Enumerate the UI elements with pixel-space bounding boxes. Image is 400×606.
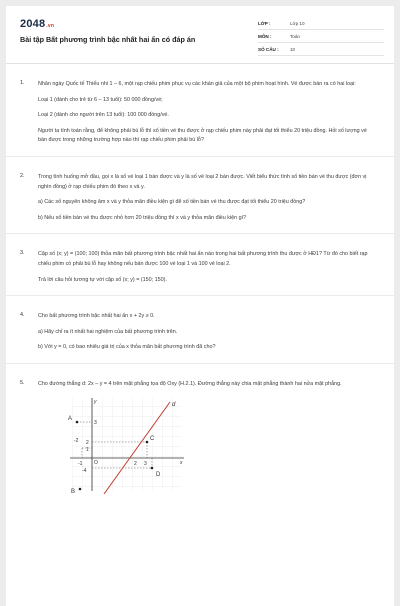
page-header [6, 6, 394, 64]
divider [6, 156, 394, 157]
document-page [6, 6, 394, 606]
question-text: b) Nếu số tiền bán vé thu được nhỏ hơn 20 triệu đồng thì x và y thỏa mãn điều kiện gì? [38, 214, 247, 221]
coordinate-graph [52, 396, 192, 496]
tick-label: 2 [134, 460, 137, 467]
point-d [151, 466, 154, 469]
point-label-b: B [71, 488, 76, 495]
question-number: 2. [20, 172, 25, 179]
point-label-d: D [156, 471, 161, 478]
question-number: 1. [20, 80, 25, 86]
question-text: Trả lời câu hỏi tương tự với cặp số (x; y) = (150; 150). [38, 276, 167, 283]
question-text: Loại 2 (dành cho người trên 13 tuổi): 100 000 đồng/vé. [38, 112, 169, 119]
question-text: a) Các số nguyên không âm x và y thỏa mãn điều kiện gì để số tiền bán vé thu được đạt tối thiểu 20 triệu đồng? [38, 199, 306, 206]
question-4 [6, 312, 394, 353]
logo-text: 2048 [20, 18, 46, 30]
meta-value: Lớp 10 [290, 21, 305, 26]
meta-value: Toán [290, 34, 300, 39]
tick-label: 3 [94, 419, 97, 426]
tick-label: -4 [82, 467, 87, 474]
point-label-c: C [150, 435, 155, 442]
question-number: 5. [20, 379, 25, 386]
questions-list [6, 80, 394, 496]
question-number: 4. [20, 312, 25, 319]
question-text: b) Với y = 0, có bao nhiêu giá trị của x thỏa mãn bất phương trình đã cho? [38, 344, 216, 351]
logo-domain: .vn [46, 23, 55, 29]
page-title: Bài tập Bất phương trình bậc nhất hai ẩn có đáp án [20, 35, 196, 44]
x-axis-label: x [180, 459, 183, 466]
question-3 [6, 250, 394, 285]
point-b [79, 487, 82, 490]
question-text: Cho bất phương trình bậc nhất hai ẩn x + 2y ≥ 0. [38, 313, 155, 320]
question-text: a) Hãy chỉ ra ít nhất hai nghiệm của bất phương trình trên. [38, 328, 178, 335]
tick-label: 3 [144, 460, 147, 467]
question-1 [6, 80, 394, 146]
divider [6, 233, 394, 234]
question-2 [6, 173, 394, 223]
tick-label: 1 [86, 446, 89, 453]
question-text: Loại 1 (dành cho trẻ từ 6 – 13 tuổi): 50 000 đồng/vé; [38, 96, 163, 103]
point-label-a: A [68, 415, 73, 422]
meta-row-count [258, 44, 384, 56]
y-axis-label: y [94, 398, 97, 405]
line-label: d [172, 401, 176, 408]
tick-label: -2 [74, 437, 79, 444]
question-text: Cho đường thẳng d: 2x – y = 4 trên mặt phẳng tọa độ Oxy (H.2.1). Đường thẳng này chia mặt phẳng thành hai nửa mặt phẳng. [38, 380, 342, 387]
question-text: Người ta tính toán rằng, để không phải bù lỗ thì số tiền vé thu được ở rạp chiếu phim này phải đạt tối thiểu 20 triệu đồng. Hỏi số lượng vé bán được trong những trường hợp nào thì rạp chiếu phim phải bù lỗ? [38, 127, 367, 144]
origin-label: O [94, 459, 98, 466]
question-5 [6, 380, 394, 496]
meta-label: LỚP : [258, 21, 271, 26]
meta-value: 10 [290, 47, 296, 52]
question-text: Cặp số (x; y) = (100; 100) thỏa mãn bất phương trình bậc nhất hai ẩn nào trong hai bất phương trình thu được ở HĐ1? Từ đó cho biết rạp chiếu phim có phải bù lỗ hay không nếu bán được 100 vé loại 1 và 100 vé loại 2. [38, 251, 368, 267]
question-text: Nhân ngày Quốc tế Thiếu nhi 1 – 6, một rạp chiếu phim phục vụ các khán giả của một bộ phim hoạt hình. Vé được bán ra có hai loại: [38, 81, 356, 87]
divider [6, 363, 394, 364]
meta-table [258, 18, 384, 57]
meta-label: SỐ CÂU : [258, 47, 279, 52]
question-text: Trong tình huống mở đầu, gọi x là số vé loại 1 bán được và y là số vé loại 2 bán được. Viết biểu thức tính số tiền bán vé thu được (đơn vị nghìn đồng) ở rạp chiếu phim đó theo x và y. [38, 173, 367, 190]
point-c [146, 440, 149, 443]
meta-row-subject [258, 31, 384, 43]
point-a [76, 420, 79, 423]
tick-label: -1 [78, 460, 83, 467]
tick-label: 2 [86, 439, 89, 446]
graph-svg [52, 396, 192, 496]
meta-row-class [258, 18, 384, 30]
divider [6, 295, 394, 296]
site-logo[interactable] [20, 18, 54, 30]
meta-label: MÔN : [258, 34, 272, 39]
question-number: 3. [20, 250, 25, 257]
